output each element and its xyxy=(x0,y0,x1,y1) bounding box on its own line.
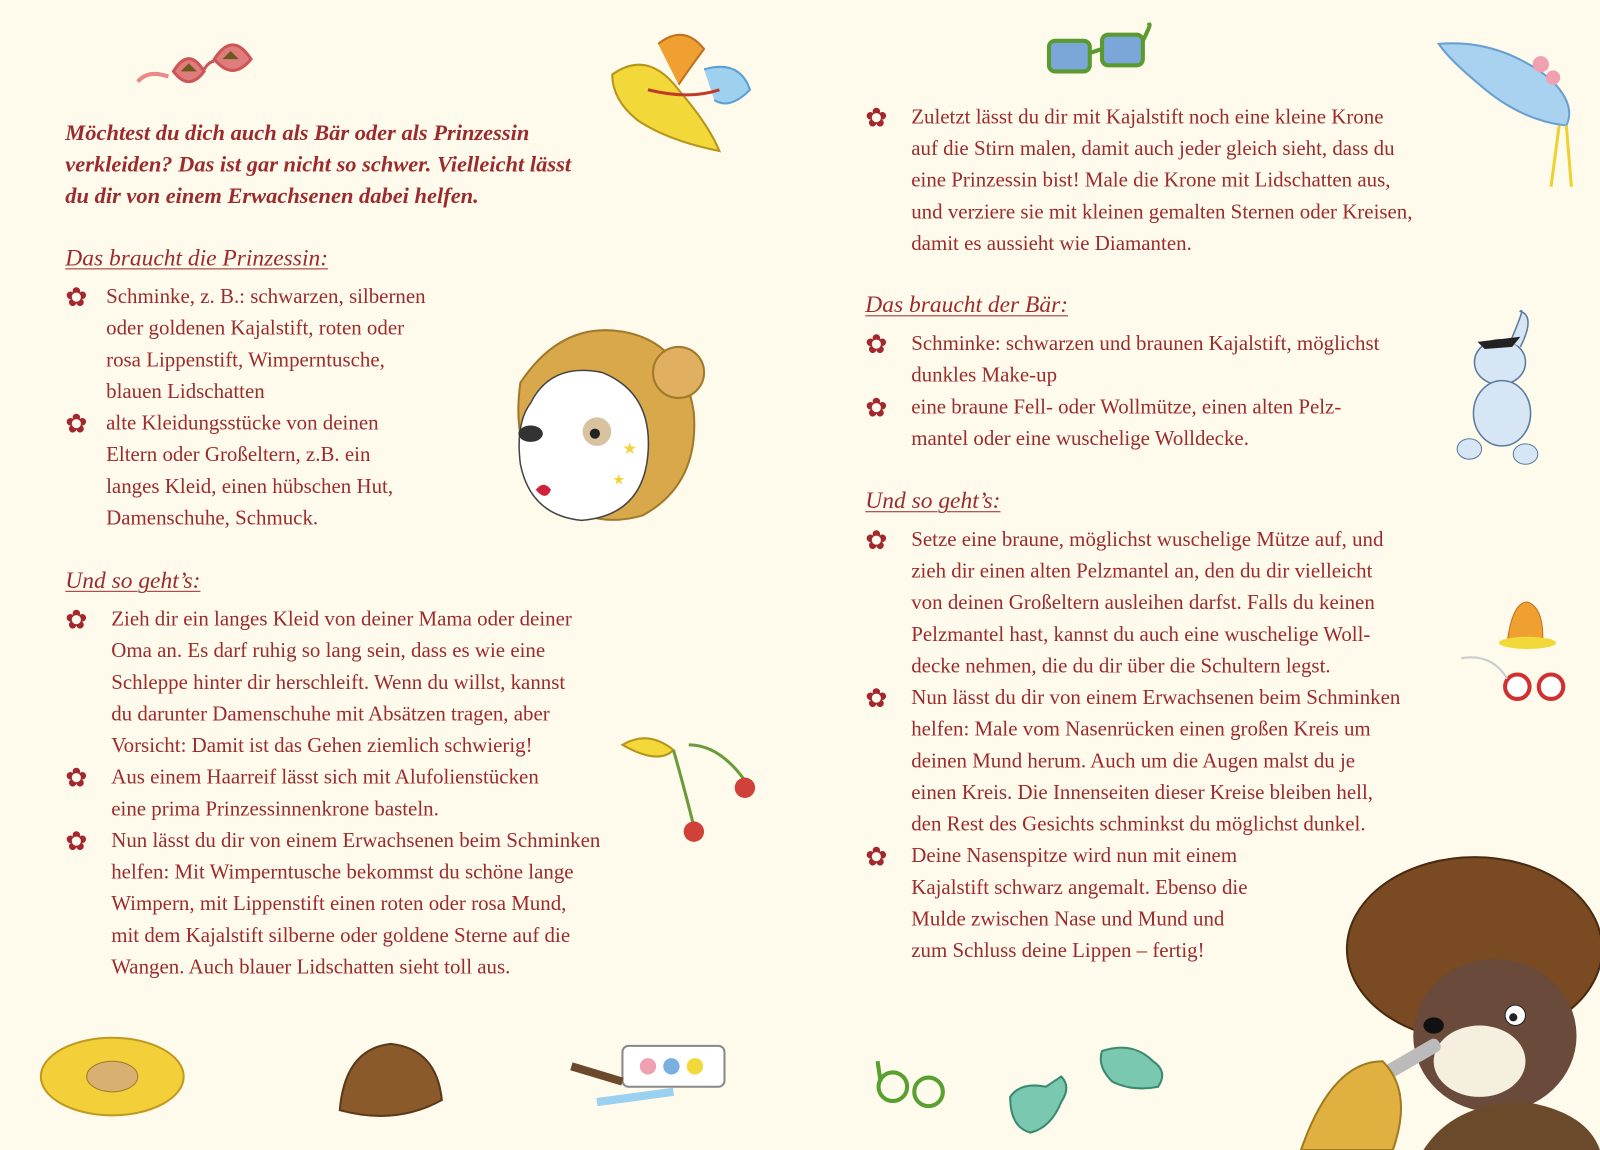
teddy-bunny-illustration xyxy=(1449,306,1551,469)
blue-striped-sunglasses-icon xyxy=(1046,20,1158,76)
flower-icon: ✿ xyxy=(65,605,88,635)
list-item-line: langes Kleid, einen hübschen Hut, xyxy=(106,475,394,498)
heading-princess-needs: Das braucht die Prinzessin: xyxy=(65,244,329,271)
list-item-line: Nun lässt du dir von einem Erwachsenen beim Schminken xyxy=(911,686,1401,710)
clown-hat-glasses-icon xyxy=(1461,597,1573,709)
list-item-line: dunkles Make-up xyxy=(911,364,1058,387)
princess-needs-list xyxy=(65,282,426,535)
list-item xyxy=(65,604,600,762)
flower-icon: ✿ xyxy=(65,409,88,439)
list-item-line: deinen Mund herum. Auch um die Augen malst du je xyxy=(911,749,1356,773)
list-item-line: eine braune Fell- oder Wollmütze, einen alten Pelz- xyxy=(911,395,1342,419)
brown-wig-icon xyxy=(335,1039,447,1126)
list-item-line: Wangen. Auch blauer Lidschatten sieht toll aus. xyxy=(111,956,511,979)
list-item-line: Schminke: schwarzen und braunen Kajalstift, möglichst xyxy=(911,332,1380,356)
princess-steps-list xyxy=(65,604,601,984)
list-item-line: helfen: Male vom Nasenrücken einen großen Kreis um xyxy=(911,718,1371,741)
list-item-line: Oma an. Es darf ruhig so lang sein, dass es wie eine xyxy=(111,639,546,663)
list-item xyxy=(65,282,426,409)
left-page xyxy=(65,116,571,211)
flower-icon: ✿ xyxy=(865,683,888,714)
intro-line: du dir von einem Erwachsenen dabei helfen. xyxy=(65,182,479,209)
flower-icon: ✿ xyxy=(865,525,888,556)
intro-line: verkleiden? Das ist gar nicht so schwer. Vielleicht lässt xyxy=(65,151,572,177)
list-item-line: Eltern oder Großeltern, z.B. ein xyxy=(106,443,371,467)
list-item-line: Zuletzt lässt du dir mit Kajalstift noch eine kleine Krone xyxy=(911,106,1384,129)
list-item-line: mantel oder eine wuschelige Wolldecke. xyxy=(911,427,1249,450)
list-item-line: auf die Stirn malen, damit auch jeder gleich sieht, dass du xyxy=(911,137,1395,161)
flower-icon: ✿ xyxy=(65,282,88,313)
svg-text:★: ★ xyxy=(612,472,626,489)
list-item-line: zieh dir einen alten Pelzmantel an, den du dir vielleicht xyxy=(911,560,1373,583)
flower-headband-icon xyxy=(617,724,765,852)
heading-bear-how-to: Und so geht’s: xyxy=(865,487,1001,514)
pink-heart-sunglasses-icon xyxy=(133,31,266,92)
makeup-palette-icon xyxy=(571,1031,775,1118)
list-item-line: eine prima Prinzessinnenkrone basteln. xyxy=(111,797,439,821)
list-item-line: Setze eine braune, möglichst wuschelige Mütze auf, und xyxy=(911,528,1384,552)
list-item xyxy=(65,408,425,535)
list-item-line: einen Kreis. Die Innenseiten dieser Kreise bleiben hell, xyxy=(911,781,1373,805)
list-item xyxy=(865,392,1379,455)
list-item xyxy=(865,329,1380,392)
list-item xyxy=(865,841,1400,968)
flower-icon: ✿ xyxy=(865,103,888,133)
list-item-line: oder goldenen Kajalstift, roten oder xyxy=(106,317,405,340)
green-gloves-icon xyxy=(1000,1041,1184,1138)
princess-crown-step-list xyxy=(865,102,1413,260)
list-item-line: Mulde zwischen Nase und Mund und xyxy=(911,908,1225,931)
list-item-line: alte Kleidungsstücke von deinen xyxy=(106,412,379,435)
flower-icon: ✿ xyxy=(865,392,888,423)
flower-icon: ✿ xyxy=(65,763,88,793)
list-item-line: zum Schluss deine Lippen – fertig! xyxy=(911,939,1205,963)
intro-line: Möchtest du dich auch als Bär oder als Prinzessin xyxy=(65,119,530,145)
bear-princess-face-illustration xyxy=(490,311,714,530)
list-item-line: Nun lässt du dir von einem Erwachsenen beim Schminken xyxy=(111,829,601,853)
list-item xyxy=(65,826,601,984)
list-item-line: Schleppe hinter dir herschleift. Wenn du willst, kannst xyxy=(111,671,566,694)
intro-text xyxy=(65,116,571,211)
list-item-line: Deine Nasenspitze wird nun mit einem xyxy=(911,844,1238,868)
list-item xyxy=(865,683,1401,841)
heading-bear-needs: Das braucht der Bär: xyxy=(865,291,1069,318)
list-item-line: Vorsicht: Damit ist das Gehen ziemlich schwierig! xyxy=(111,734,533,758)
list-item-line: und verziere sie mit kleinen gemalten Sternen oder Kreisen, xyxy=(911,201,1413,224)
list-item-line: den Rest des Gesichts schminkst du möglichst dunkel. xyxy=(911,813,1366,836)
bear-needs-list xyxy=(865,329,1380,456)
list-item-line: blauen Lidschatten xyxy=(106,380,265,404)
flower-icon: ✿ xyxy=(65,826,88,857)
blue-hat-icon xyxy=(1439,39,1592,192)
list-item-line: du darunter Damenschuhe mit Absätzen tragen, aber xyxy=(111,703,550,726)
list-item-line: Schminke, z. B.: schwarzen, silbernen xyxy=(106,285,426,309)
list-item-line: mit dem Kajalstift silberne oder goldene Sterne auf die xyxy=(111,924,571,947)
list-item-line: helfen: Mit Wimperntusche bekommst du schöne lange xyxy=(111,861,574,884)
list-item xyxy=(865,524,1400,682)
flower-icon: ✿ xyxy=(865,329,888,360)
flower-icon: ✿ xyxy=(865,841,888,872)
bear-steps-list xyxy=(865,524,1401,967)
list-item-line: von deinen Großeltern ausleihen darfst. Falls du keinen xyxy=(911,591,1375,615)
list-item-line: Aus einem Haarreif lässt sich mit Alufolienstücken xyxy=(111,766,539,789)
green-glasses-icon xyxy=(872,1051,954,1112)
list-item-line: eine Prinzessin bist! Male die Krone mit Lidschatten aus, xyxy=(911,169,1391,192)
yellow-hat-icon xyxy=(607,29,770,162)
heading-princess-how-to: Und so geht’s: xyxy=(65,567,201,593)
yellow-wig-icon xyxy=(36,1031,189,1123)
list-item-line: Damenschuhe, Schmuck. xyxy=(106,507,319,530)
list-item-line: damit es aussieht wie Diamanten. xyxy=(911,232,1192,256)
list-item-line: rosa Lippenstift, Wimperntusche, xyxy=(106,348,385,372)
list-item-line: Zieh dir ein langes Kleid von deiner Mama oder deiner xyxy=(111,608,572,631)
svg-text:★: ★ xyxy=(622,439,638,459)
list-item xyxy=(865,102,1413,260)
list-item xyxy=(65,762,600,825)
list-item-line: Pelzmantel hast, kannst du auch eine wuschelige Woll- xyxy=(911,623,1371,646)
list-item-line: Kajalstift schwarz angemalt. Ebenso die xyxy=(911,876,1248,899)
list-item-line: decke nehmen, die du dir über die Schultern legst. xyxy=(911,655,1331,678)
list-item-line: Wimpern, mit Lippenstift einen roten oder rosa Mund, xyxy=(111,892,567,916)
